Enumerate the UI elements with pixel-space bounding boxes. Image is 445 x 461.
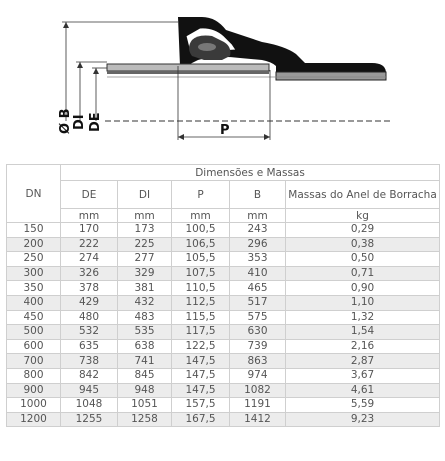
table-cell: 0,90 [286,281,440,296]
table-cell: 350 [7,281,61,296]
table-cell: 1191 [230,398,286,413]
gasket-highlight [198,43,216,51]
header-p: P [172,181,230,209]
table-cell: 250 [7,252,61,267]
arrow-p-right [264,134,270,140]
table-cell: 2,16 [286,339,440,354]
table-cell: 1082 [230,383,286,398]
table-cell: 106,5 [172,237,230,252]
table-cell: 410 [230,266,286,281]
unit-b: mm [230,209,286,223]
table-cell: 638 [118,339,172,354]
label-de: DE [88,112,103,132]
table-cell: 845 [118,368,172,383]
table-cell: 200 [7,237,61,252]
table-cell: 329 [118,266,172,281]
table-row [7,252,440,267]
header-group: Dimensões e Massas [61,165,440,181]
table-cell: 150 [7,223,61,238]
label-p: P [220,123,230,138]
table-cell: 122,5 [172,339,230,354]
table-cell: 1255 [61,412,118,427]
table-row [7,354,440,369]
table-cell: 105,5 [172,252,230,267]
table-cell: 353 [230,252,286,267]
table-cell: 738 [61,354,118,369]
label-b: Ø B [58,108,73,134]
unit-di: mm [118,209,172,223]
table-cell: 1000 [7,398,61,413]
table-cell: 110,5 [172,281,230,296]
table-cell: 378 [61,281,118,296]
table-row [7,281,440,296]
table-cell: 1412 [230,412,286,427]
unit-de: mm [61,209,118,223]
table-cell: 863 [230,354,286,369]
table-cell: 948 [118,383,172,398]
table-row [7,398,440,413]
table-cell: 4,61 [286,383,440,398]
table-cell: 0,50 [286,252,440,267]
table-cell: 3,67 [286,368,440,383]
spigot-pipe-wall [107,64,269,71]
table-cell: 480 [61,310,118,325]
table-cell: 842 [61,368,118,383]
table-cell: 147,5 [172,368,230,383]
table-cell: 1200 [7,412,61,427]
spigot-pipe-lining [107,71,269,74]
table-row [7,412,440,427]
table-cell: 9,23 [286,412,440,427]
table-cell: 170 [61,223,118,238]
table-cell: 296 [230,237,286,252]
table-cell: 1048 [61,398,118,413]
table-cell: 945 [61,383,118,398]
table-cell: 635 [61,339,118,354]
table-row [7,383,440,398]
table-cell: 157,5 [172,398,230,413]
header-gasket-mass: Massas do Anel de Borracha [286,181,440,209]
table-cell: 429 [61,295,118,310]
table-cell: 0,71 [286,266,440,281]
table-cell: 630 [230,325,286,340]
table-row [7,310,440,325]
table-cell: 274 [61,252,118,267]
header-de: DE [61,181,118,209]
arrow-p-left [178,134,184,140]
table-cell: 277 [118,252,172,267]
pipe-joint-diagram [0,0,445,160]
table-cell: 107,5 [172,266,230,281]
table-cell: 1258 [118,412,172,427]
table-cell: 5,59 [286,398,440,413]
table-cell: 222 [61,237,118,252]
table-cell: 1,10 [286,295,440,310]
table-row [7,295,440,310]
table-cell: 0,38 [286,237,440,252]
table-cell: 381 [118,281,172,296]
table-row [7,368,440,383]
table-cell: 117,5 [172,325,230,340]
table-cell: 700 [7,354,61,369]
bell-pipe-wall [276,72,386,80]
table-cell: 1,54 [286,325,440,340]
table-cell: 0,29 [286,223,440,238]
unit-mass: kg [286,209,440,223]
table-row [7,223,440,238]
header-b: B [230,181,286,209]
unit-p: mm [172,209,230,223]
table-cell: 100,5 [172,223,230,238]
table-cell: 900 [7,383,61,398]
table-cell: 243 [230,223,286,238]
table-cell: 800 [7,368,61,383]
table-cell: 225 [118,237,172,252]
table-cell: 2,87 [286,354,440,369]
table-cell: 535 [118,325,172,340]
table-cell: 300 [7,266,61,281]
label-di: DI [72,114,87,130]
table-cell: 147,5 [172,383,230,398]
table-cell: 575 [230,310,286,325]
table-cell: 500 [7,325,61,340]
table-cell: 974 [230,368,286,383]
table-cell: 326 [61,266,118,281]
table-row [7,339,440,354]
table-row [7,266,440,281]
arrow-di [77,62,83,68]
arrow-b [63,22,69,28]
table-cell: 173 [118,223,172,238]
table-row [7,325,440,340]
table-cell: 432 [118,295,172,310]
dimensions-table [6,164,440,427]
table-cell: 517 [230,295,286,310]
table-cell: 532 [61,325,118,340]
table-row [7,237,440,252]
table-cell: 600 [7,339,61,354]
table-cell: 167,5 [172,412,230,427]
header-dn: DN [7,165,61,223]
table-cell: 147,5 [172,354,230,369]
table-cell: 400 [7,295,61,310]
table-cell: 741 [118,354,172,369]
table-cell: 465 [230,281,286,296]
table-cell: 1,32 [286,310,440,325]
table-cell: 112,5 [172,295,230,310]
table-cell: 450 [7,310,61,325]
table-cell: 115,5 [172,310,230,325]
header-di: DI [118,181,172,209]
table-cell: 483 [118,310,172,325]
table-cell: 1051 [118,398,172,413]
arrow-de [93,68,99,74]
table-cell: 739 [230,339,286,354]
